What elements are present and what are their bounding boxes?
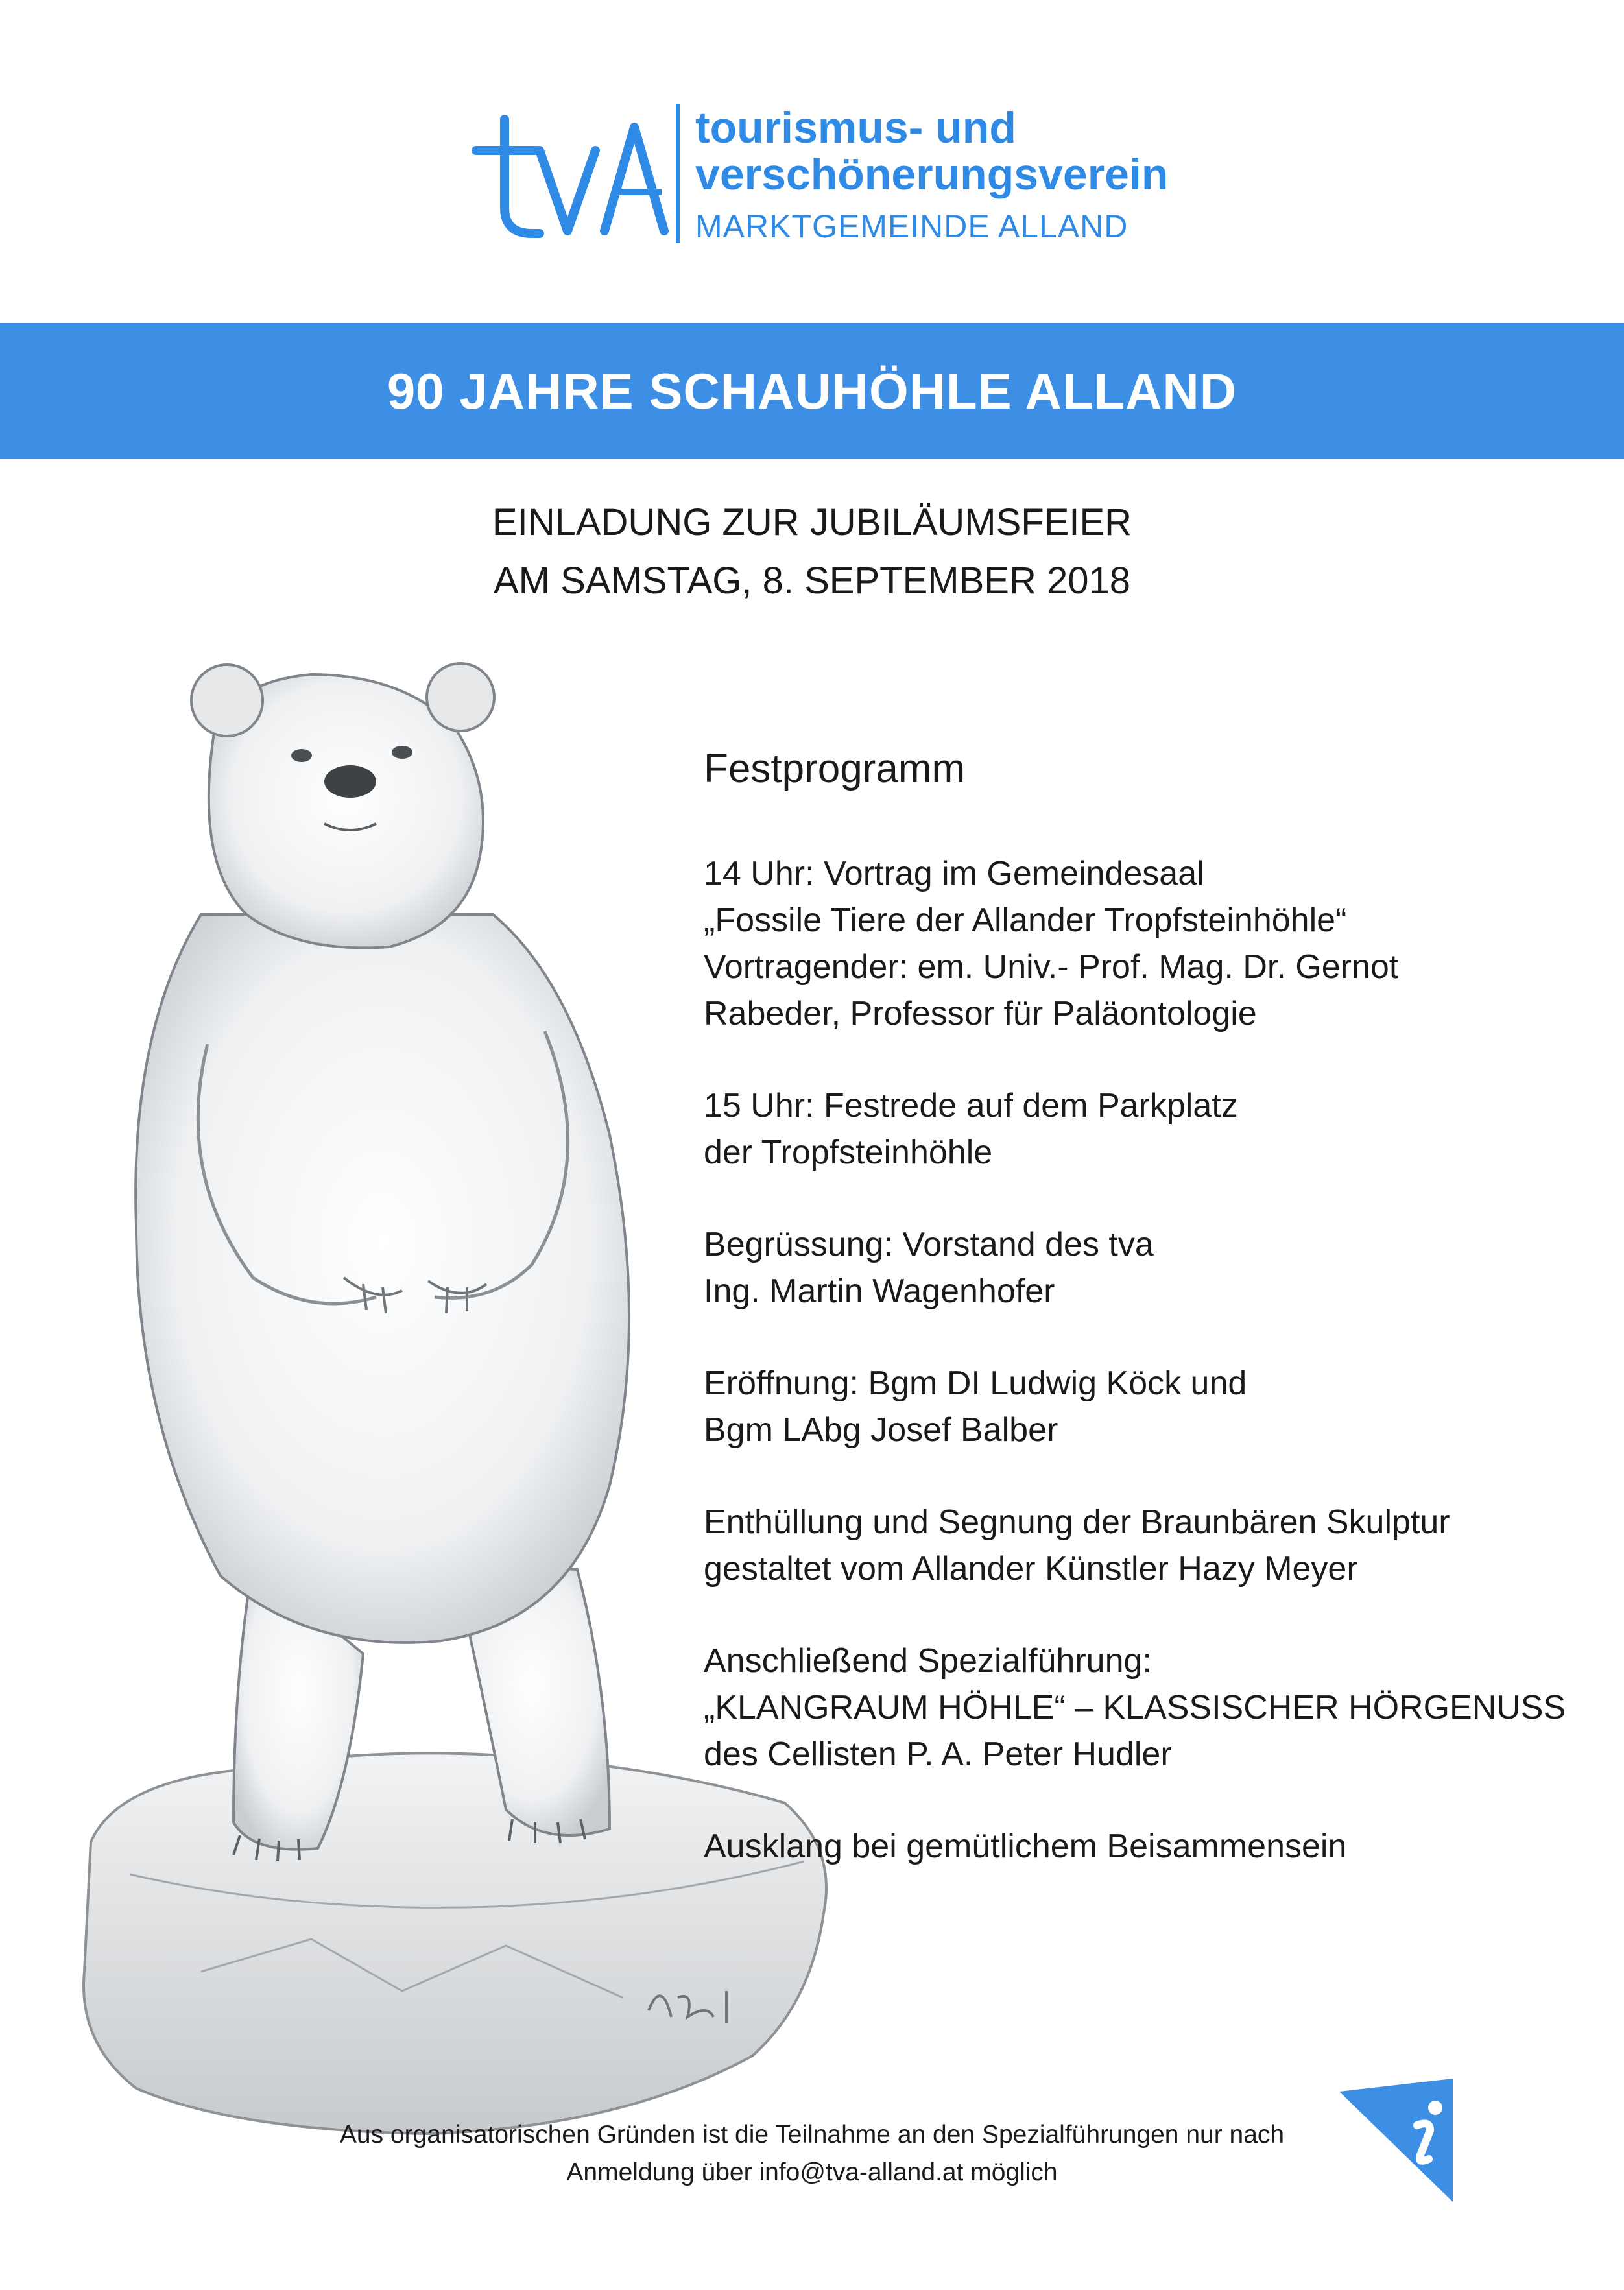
logo-divider — [676, 104, 680, 243]
invitation-line-2: AM SAMSTAG, 8. SEPTEMBER 2018 — [493, 560, 1130, 602]
logo-text-line2: verschönerungsverein — [695, 150, 1169, 199]
program-line: Ausklang bei gemütlichem Beisammensein — [704, 1828, 1347, 1865]
program-item — [704, 1221, 1612, 1315]
logo-text-line1: tourismus- und — [695, 103, 1016, 152]
footer-note-line-1: Aus organisatorischen Gründen ist die Teilnahme an den Spezialführungen nur nach — [339, 2121, 1285, 2149]
program-line: „KLANGRAUM HÖHLE“ – KLASSISCHER HÖRGENUSS — [704, 1689, 1566, 1726]
program-line: Begrüssung: Vorstand des tva — [704, 1226, 1154, 1263]
program-line: Eröffnung: Bgm DI Ludwig Köck und — [704, 1365, 1247, 1402]
program-line: Bgm LAbg Josef Balber — [704, 1411, 1058, 1449]
program-item — [704, 1823, 1612, 1870]
program-line: Enthüllung und Segnung der Braunbären Skulptur — [704, 1503, 1450, 1541]
program-item — [704, 1638, 1612, 1778]
program-line: des Cellisten P. A. Peter Hudler — [704, 1735, 1172, 1773]
program-line: „Fossile Tiere der Allander Tropfsteinhöhle“ — [704, 901, 1347, 939]
footer-note-line-2: Anmeldung über info@tva-alland.at möglich — [566, 2158, 1058, 2186]
program-item — [704, 1082, 1612, 1176]
program-line: gestaltet vom Allander Künstler Hazy Meyer — [704, 1550, 1358, 1588]
program-heading: Festprogramm — [704, 746, 966, 791]
program-line: Rabeder, Professor für Paläontologie — [704, 995, 1257, 1032]
program-item — [704, 1499, 1612, 1592]
program-line: 15 Uhr: Festrede auf dem Parkplatz — [704, 1087, 1238, 1125]
title-banner — [0, 323, 1624, 459]
program-line: Vortragender: em. Univ.- Prof. Mag. Dr. Gernot — [704, 948, 1399, 986]
invitation-line-1: EINLADUNG ZUR JUBILÄUMSFEIER — [492, 501, 1132, 543]
program-section — [704, 746, 1612, 1915]
program-item — [704, 850, 1612, 1037]
program-item — [704, 1360, 1612, 1453]
info-icon — [1339, 2079, 1453, 2202]
banner-title: 90 JAHRE SCHAUHÖHLE ALLAND — [387, 363, 1237, 420]
program-line: Anschließend Spezialführung: — [704, 1642, 1152, 1680]
logo-text-line3: MARKTGEMEINDE ALLAND — [695, 208, 1128, 245]
tva-logo-mark — [467, 110, 687, 246]
program-line: 14 Uhr: Vortrag im Gemeindesaal — [704, 855, 1204, 892]
program-line: der Tropfsteinhöhle — [704, 1134, 993, 1171]
program-line: Ing. Martin Wagenhofer — [704, 1272, 1055, 1310]
